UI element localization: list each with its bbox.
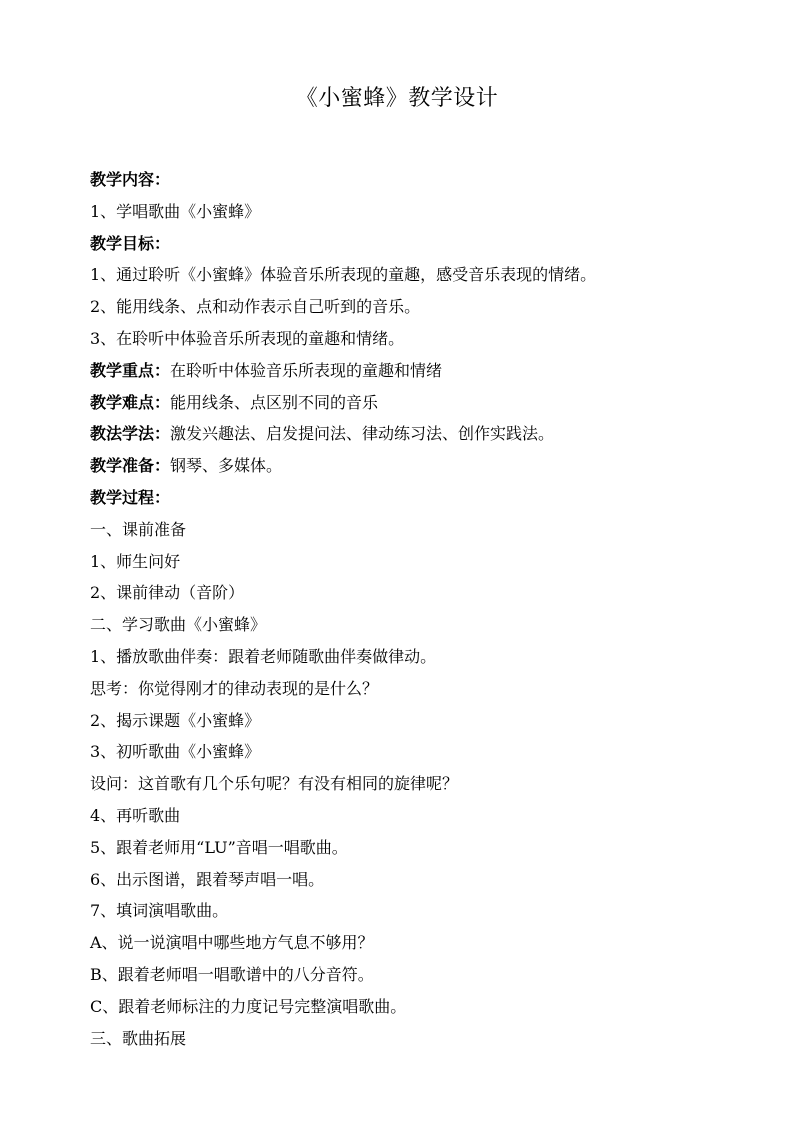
section-heading-content — [90, 164, 730, 196]
text-line — [90, 673, 730, 705]
line-label: 教学重点： — [90, 360, 171, 380]
line-label: 教学过程： — [90, 487, 171, 507]
line-text: B、跟着老师唱一唱歌谱中的八分音符。 — [90, 964, 374, 984]
line-text: 一、课前准备 — [90, 519, 187, 539]
text-line — [90, 259, 730, 291]
text-line — [90, 1023, 730, 1055]
line-text: 钢琴、多媒体。 — [170, 456, 283, 476]
line-text: 6、出示图谱，跟着琴声唱一唱。 — [90, 869, 325, 889]
line-text: 3、初听歌曲《小蜜蜂》 — [90, 742, 261, 762]
line-text: 思考：你觉得刚才的律动表现的是什么？ — [90, 678, 379, 698]
line-text: 三、歌曲拓展 — [90, 1028, 187, 1048]
line-text: 设问：这首歌有几个乐句呢？有没有相同的旋律呢？ — [90, 774, 459, 794]
line-text: 2、揭示课题《小蜜蜂》 — [90, 710, 261, 730]
line-text: 二、学习歌曲《小蜜蜂》 — [90, 615, 267, 635]
text-line — [90, 514, 730, 546]
line-text: 2、课前律动（音阶） — [90, 583, 245, 603]
document-title: 《小蜜蜂》教学设计 — [295, 86, 499, 111]
text-line — [90, 959, 730, 991]
line-text: A、说一说演唱中哪些地方气息不够用？ — [90, 933, 374, 953]
line-text: 1、通过聆听《小蜜蜂》体验音乐所表现的童趣，感受音乐表现的情绪。 — [90, 265, 597, 285]
line-text: 1、师生问好 — [90, 551, 181, 571]
section-heading-difficulties — [90, 387, 730, 419]
text-line — [90, 291, 730, 323]
line-text: 5、跟着老师用“LU”音唱一唱歌曲。 — [90, 837, 348, 857]
line-text: 1、学唱歌曲《小蜜蜂》 — [90, 201, 261, 221]
line-text: C、跟着老师标注的力度记号完整演唱歌曲。 — [90, 996, 407, 1016]
text-line — [90, 609, 730, 641]
text-line — [90, 577, 730, 609]
line-text: 能用线条、点区别不同的音乐 — [170, 392, 379, 412]
line-text: 4、再听歌曲 — [90, 805, 181, 825]
line-text: 激发兴趣法、启发提问法、律动练习法、创作实践法。 — [170, 424, 555, 444]
text-line — [90, 895, 730, 927]
line-text: 1、播放歌曲伴奏：跟着老师随歌曲伴奏做律动。 — [90, 646, 437, 666]
text-line — [90, 641, 730, 673]
line-label: 教法学法： — [90, 424, 171, 444]
text-line — [90, 927, 730, 959]
line-text: 7、填词演唱歌曲。 — [90, 901, 229, 921]
text-line — [90, 768, 730, 800]
text-line — [90, 323, 730, 355]
text-line — [90, 705, 730, 737]
line-label: 教学准备： — [90, 456, 171, 476]
line-label: 教学内容： — [90, 170, 171, 189]
line-text: 在聆听中体验音乐所表现的童趣和情绪 — [170, 360, 443, 380]
text-line — [90, 196, 730, 228]
section-heading-methods — [90, 418, 730, 450]
line-label: 教学目标： — [90, 233, 171, 253]
document-body — [90, 164, 730, 1054]
text-line — [90, 991, 730, 1023]
section-heading-preparation — [90, 450, 730, 482]
text-line — [90, 800, 730, 832]
text-line — [90, 864, 730, 896]
section-heading-key-points — [90, 355, 730, 387]
text-line — [90, 736, 730, 768]
text-line — [90, 546, 730, 578]
line-label: 教学难点： — [90, 392, 171, 412]
line-text: 2、能用线条、点和动作表示自己听到的音乐。 — [90, 297, 421, 317]
line-text: 3、在聆听中体验音乐所表现的童趣和情绪。 — [90, 328, 405, 348]
section-heading-goals — [90, 228, 730, 260]
section-heading-process — [90, 482, 730, 514]
text-line — [90, 832, 730, 864]
